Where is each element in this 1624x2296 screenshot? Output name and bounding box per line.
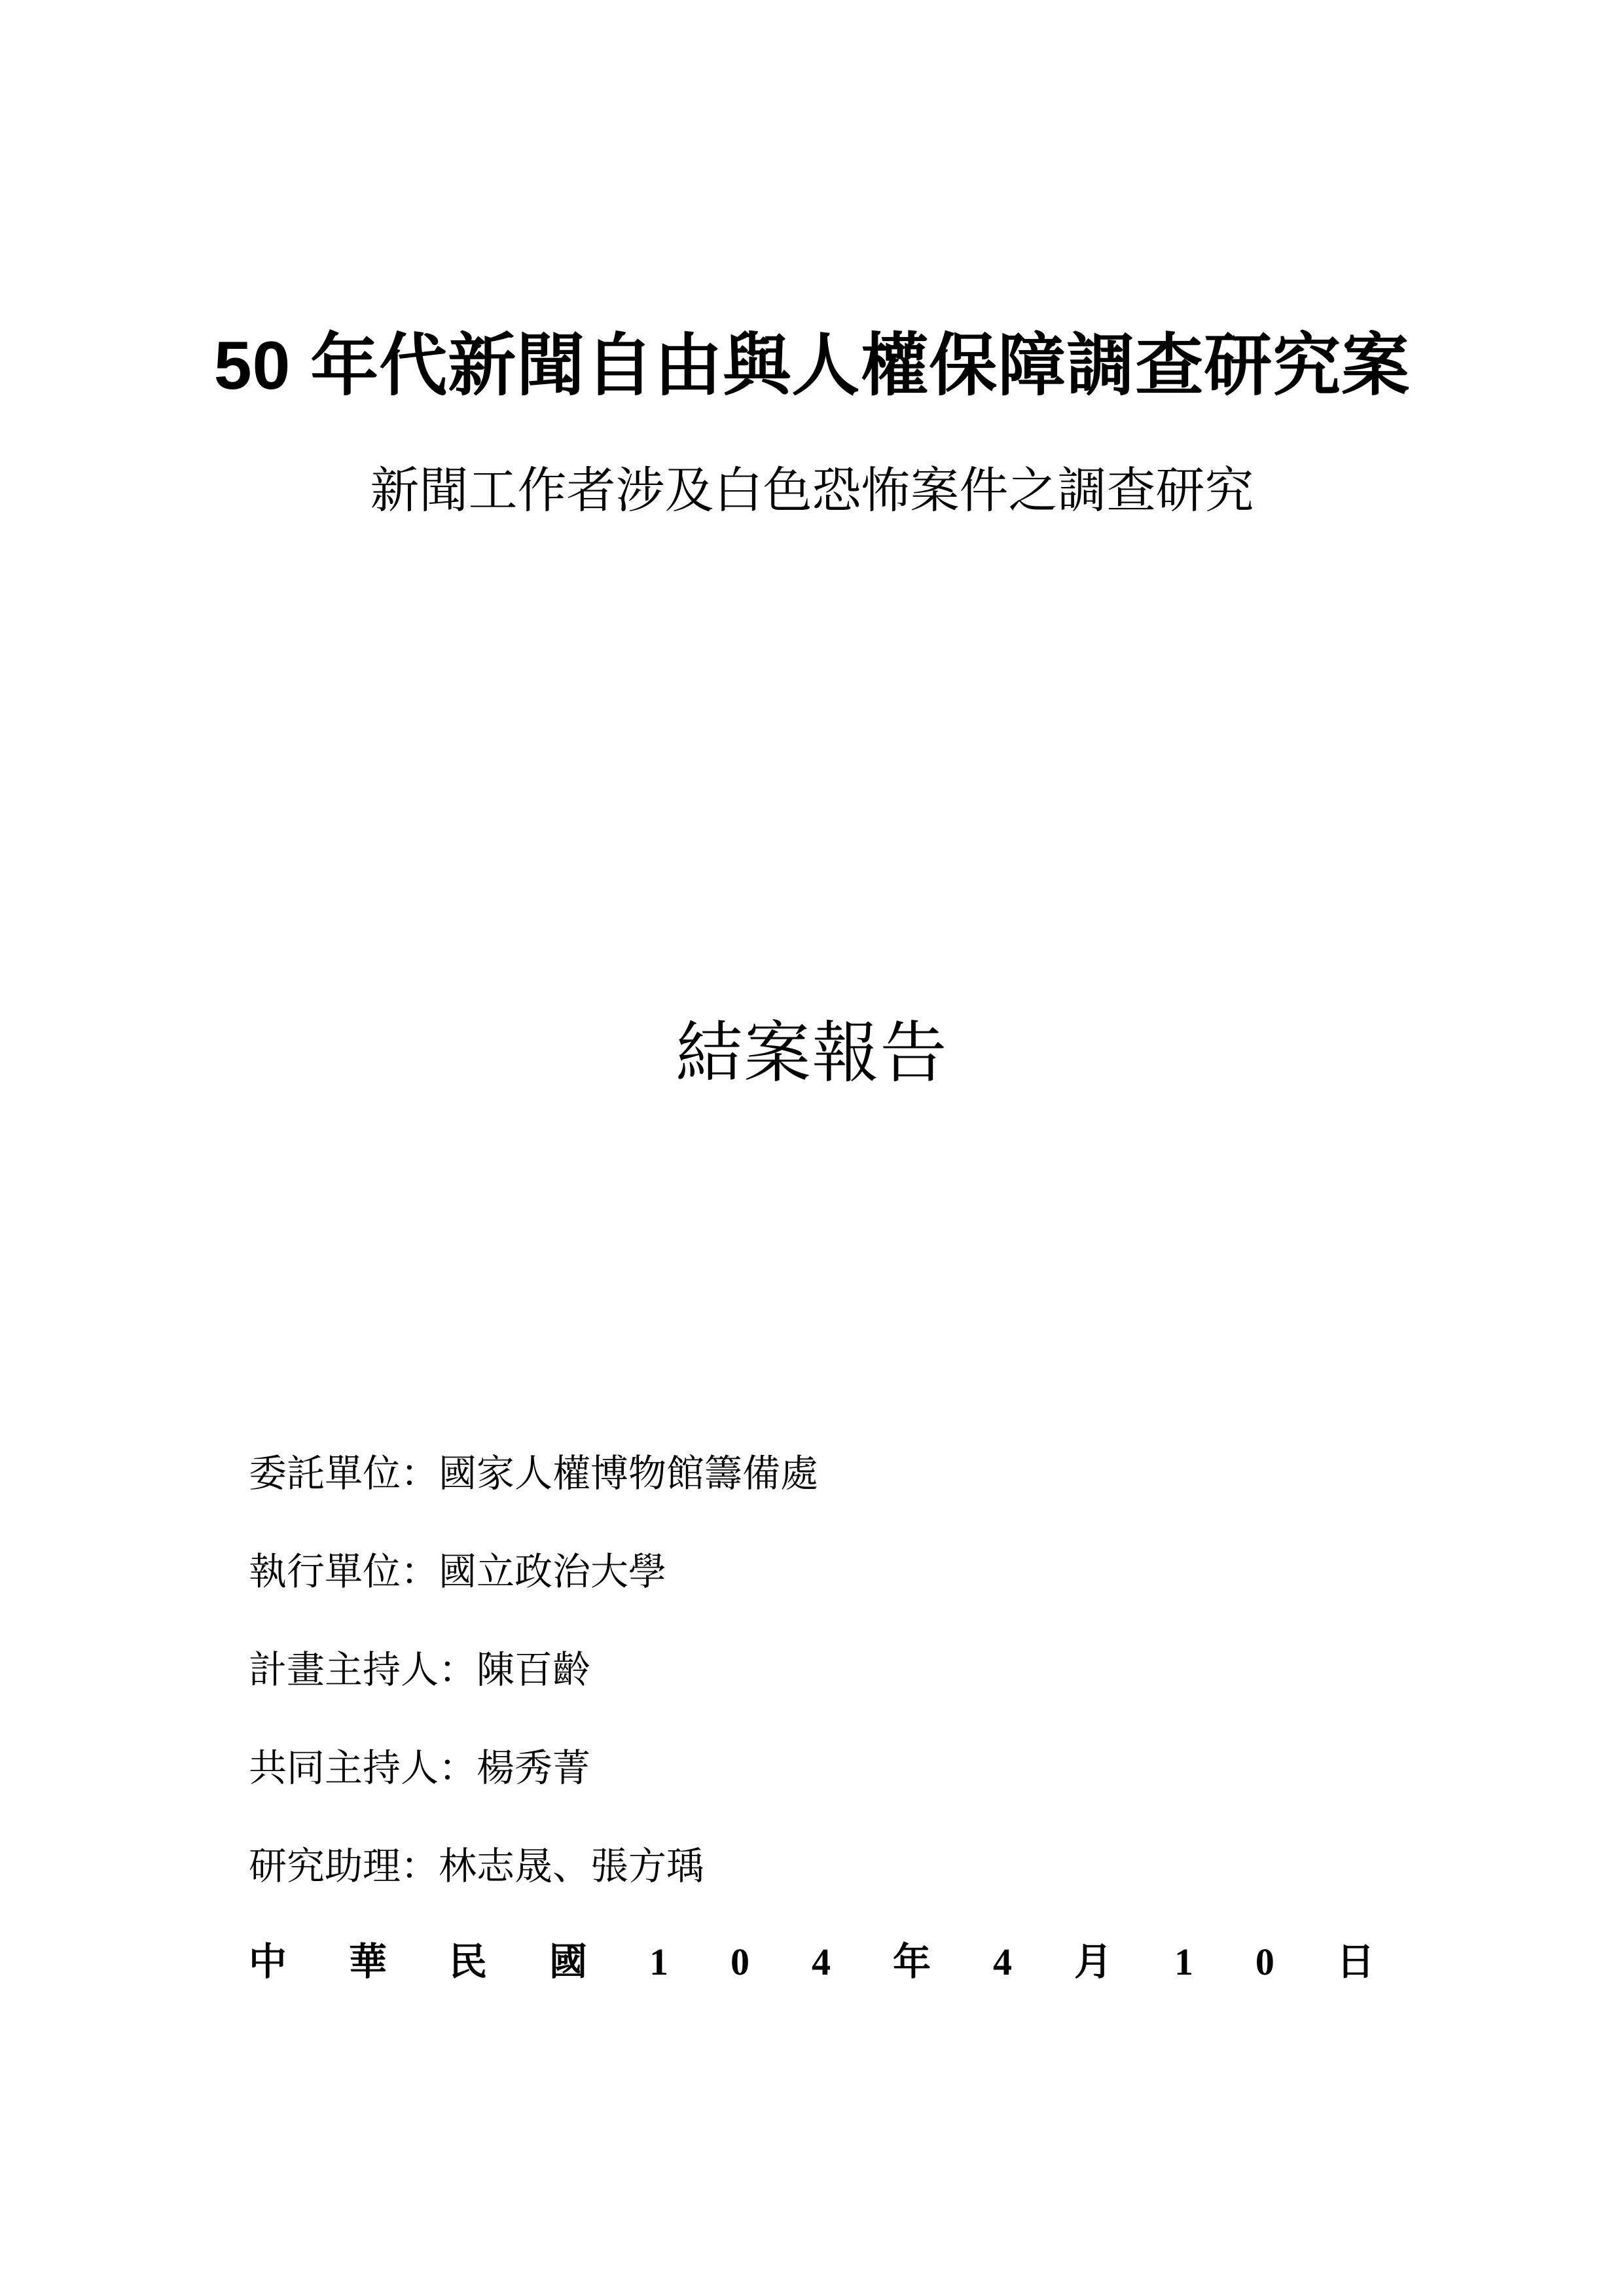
date-token: 0 (1255, 1941, 1274, 1983)
credit-row-principal-investigator (249, 1649, 1375, 1748)
date-token: 1 (1174, 1941, 1193, 1983)
credits-block (249, 1453, 1375, 1944)
date-token: 日 (1336, 1941, 1375, 1983)
date-token: 0 (730, 1941, 749, 1983)
credit-row-executing-unit (249, 1551, 1375, 1649)
credit-label: 委託單位 (249, 1452, 401, 1495)
credit-colon: ： (401, 1452, 439, 1495)
report-type-heading: 結案報告 (676, 1016, 948, 1090)
publication-date (249, 1941, 1375, 1983)
date-token: 年 (892, 1941, 931, 1983)
credit-value: 國家人權博物館籌備處 (439, 1452, 819, 1495)
date-token: 4 (811, 1941, 831, 1983)
date-token: 中 (249, 1941, 287, 1983)
credit-label: 執行單位 (249, 1551, 401, 1593)
credit-colon: ： (401, 1551, 439, 1593)
date-token: 民 (449, 1941, 488, 1983)
credit-colon: ： (439, 1649, 477, 1691)
date-token: 月 (1074, 1941, 1112, 1983)
credit-value: 陳百齡 (477, 1649, 591, 1691)
document-title: 50 年代新聞自由與人權保障調查研究案 (213, 328, 1411, 404)
document-subtitle: 新聞工作者涉及白色恐怖案件之調查研究 (370, 463, 1254, 518)
credit-value: 國立政治大學 (439, 1551, 667, 1593)
credit-value: 林志晟、張方瑀 (439, 1845, 705, 1888)
date-token: 國 (549, 1941, 588, 1983)
credit-label: 計畫主持人 (249, 1649, 439, 1691)
credit-row-commissioning-unit (249, 1453, 1375, 1551)
credit-label: 共同主持人 (249, 1747, 439, 1789)
credit-row-co-investigator (249, 1748, 1375, 1846)
date-token: 華 (349, 1941, 388, 1983)
credit-label: 研究助理 (249, 1845, 401, 1888)
credit-value: 楊秀菁 (477, 1747, 591, 1789)
credit-colon: ： (439, 1747, 477, 1789)
date-token: 4 (992, 1941, 1012, 1983)
date-token: 1 (649, 1941, 668, 1983)
credit-colon: ： (401, 1845, 439, 1888)
credit-row-research-assistants (249, 1846, 1375, 1944)
